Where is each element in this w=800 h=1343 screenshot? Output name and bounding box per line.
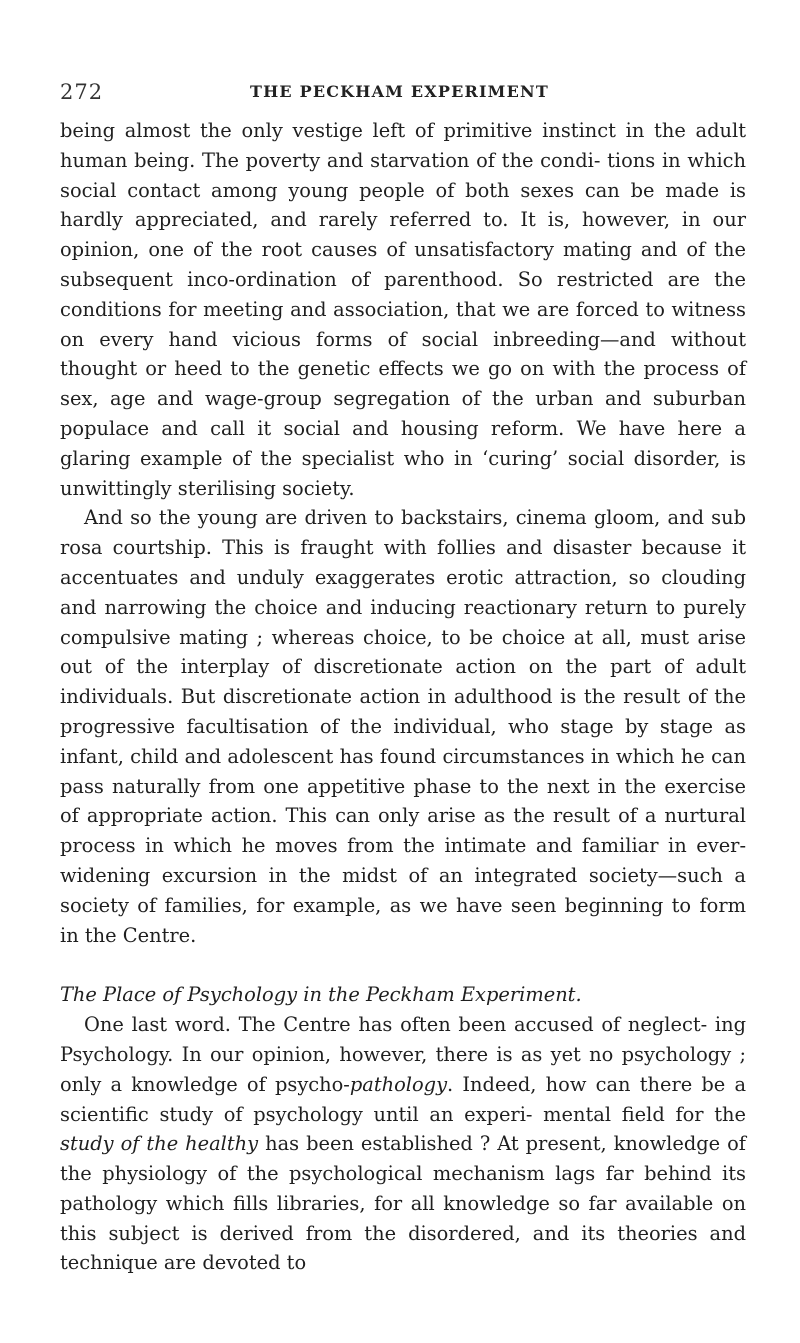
paragraph-3-text-c: has been established ? At present, knowledge of the physiology of the psychological mechanism lags far behind its pathology which fills libraries, for all knowledge so far available on this subject is derived from the disordered, and its theories and technique are devoted to	[60, 1132, 746, 1275]
page-header	[60, 80, 740, 108]
paragraph-2: And so the young are driven to backstairs, cinema gloom, and sub rosa courtship. This is fraught with follies and disaster because it accentuates and unduly exaggerates erotic attraction, so clouding and narrowing the choice and inducing reactionary return to purely compulsive mating ; whereas choice, to be choice at all, must arise out of the interplay of discretionate action on the part of adult individuals. But discretionate action in adulthood is the result of the progressive facultisation of the individual, who stage by stage as infant, child and adolescent has found circumstances in which he can pass naturally from one appetitive phase to the next in the exercise of appropriate action. This can only arise as the result of a nurtural process in which he moves from the intimate and familiar in ever-widening excursion in the midst of an integrated society—such a society of families, for example, as we have seen beginning to form in the Centre.	[60, 506, 746, 947]
paragraph-3	[60, 1010, 746, 1278]
page-number: 272	[60, 80, 104, 104]
paragraph-3-emphasis-pathology: pathology	[349, 1072, 448, 1096]
paragraph-3-emphasis-study: study of the healthy	[60, 1132, 259, 1156]
paragraph-3-text-b: . Indeed, how can there be a scientific study of psychology until an experi- mental field for the	[60, 1072, 747, 1126]
paragraph-3-text-a: One last word. The Centre has often been accused of neglect- ing Psychology. In our opinion, however, there is as yet no psychology ; only a knowledge of psycho-	[60, 1013, 746, 1096]
body-text	[60, 116, 746, 1278]
paragraph-1: being almost the only vestige left of primitive instinct in the adult human being. The poverty and starvation of the condi- tions in which social contact among young people of both sexes can be made is hardly appreciated, and rarely referred to. It is, however, in our opinion, one of the root causes of unsatisfactory mating and of the subsequent inco-ordination of parenthood. So restricted are the conditions for meeting and association, that we are forced to witness on every hand vicious forms of social inbreeding—and without thought or heed to the genetic effects we go on with the process of sex, age and wage-group segregation of the urban and suburban populace and call it social and housing reform. We have here a glaring example of the specialist who in ‘curing’ social disorder, is unwittingly sterilising society.	[60, 119, 746, 500]
running-head: THE PECKHAM EXPERIMENT	[250, 82, 549, 101]
section-heading: The Place of Psychology in the Peckham Experiment.	[60, 983, 582, 1007]
